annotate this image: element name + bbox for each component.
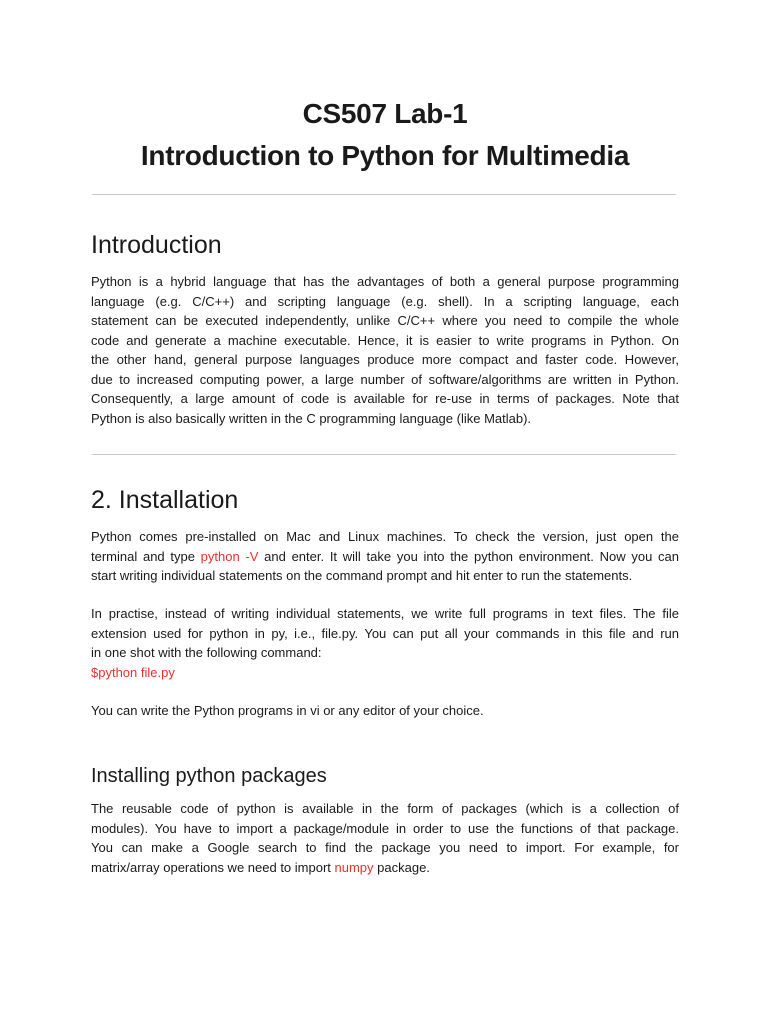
document-title (0, 93, 770, 177)
text-segment: terminal and type (91, 548, 201, 564)
text-segment: package. (373, 859, 430, 875)
intro-line: Python is also basically written in the C programming language (like Matlab). (91, 410, 532, 426)
installation-line-with-code (91, 547, 679, 567)
intro-line: code and generate a machine executable. Hence, it is easier to write programs in Python. On (91, 332, 679, 348)
intro-line: Consequently, a large amount of code is available for re-use in terms of packages. Note that (91, 391, 679, 406)
packages-line: You can make a Google search to find the package you need to import. For example, for (91, 840, 679, 855)
installation-line: in one shot with the following command: (91, 645, 322, 660)
code-python-version: python -V (200, 548, 259, 564)
title-line-1: CS507 Lab-1 (302, 98, 468, 129)
title-line-2: Introduction to Python for Multimedia (140, 140, 630, 171)
packages-paragraph (91, 799, 679, 877)
installation-paragraph-2 (91, 604, 679, 682)
intro-paragraph (91, 272, 679, 428)
installation-heading: 2. Installation (91, 486, 239, 514)
section-divider (92, 454, 676, 455)
code-numpy: numpy (334, 859, 374, 875)
installation-line: extension used for python in py, i.e., file.py. You can put all your commands in this file and run (91, 625, 679, 641)
intro-line: Python is a hybrid language that has the advantages of both a general purpose programming (91, 274, 679, 289)
intro-line: due to increased computing power, a large number of software/algorithms are written in Python. (91, 371, 679, 387)
title-divider (92, 194, 676, 195)
text-segment: and enter. It will take you into the python environment. Now you can (258, 548, 679, 564)
installation-line: Python comes pre-installed on Mac and Linux machines. To check the version, just open the (91, 529, 679, 544)
installation-line: start writing individual statements on the command prompt and hit enter to run the statements. (91, 568, 633, 583)
intro-heading: Introduction (91, 231, 222, 259)
text-segment: matrix/array operations we need to import (91, 859, 335, 875)
installation-line: In practise, instead of writing individual statements, we write full programs in text files. The file (91, 606, 679, 621)
packages-line: The reusable code of python is available in the form of packages (which is a collection of (91, 801, 679, 816)
intro-line: the other hand, general purpose languages produce more compact and faster code. However, (91, 352, 679, 367)
intro-line: language (e.g. C/C++) and scripting language (e.g. shell). In a scripting language, each (91, 293, 679, 309)
installation-paragraph-1 (91, 527, 679, 586)
packages-line: modules). You have to import a package/module in order to use the functions of that package. (91, 820, 679, 836)
intro-line: statement can be executed independently, unlike C/C++ where you need to compile the whole (91, 313, 679, 328)
installation-paragraph-3 (91, 701, 679, 721)
installation-line: You can write the Python programs in vi or any editor of your choice. (91, 703, 484, 718)
packages-heading: Installing python packages (91, 765, 327, 787)
packages-line-with-code (91, 858, 679, 878)
code-run-command: $python file.py (91, 664, 175, 680)
